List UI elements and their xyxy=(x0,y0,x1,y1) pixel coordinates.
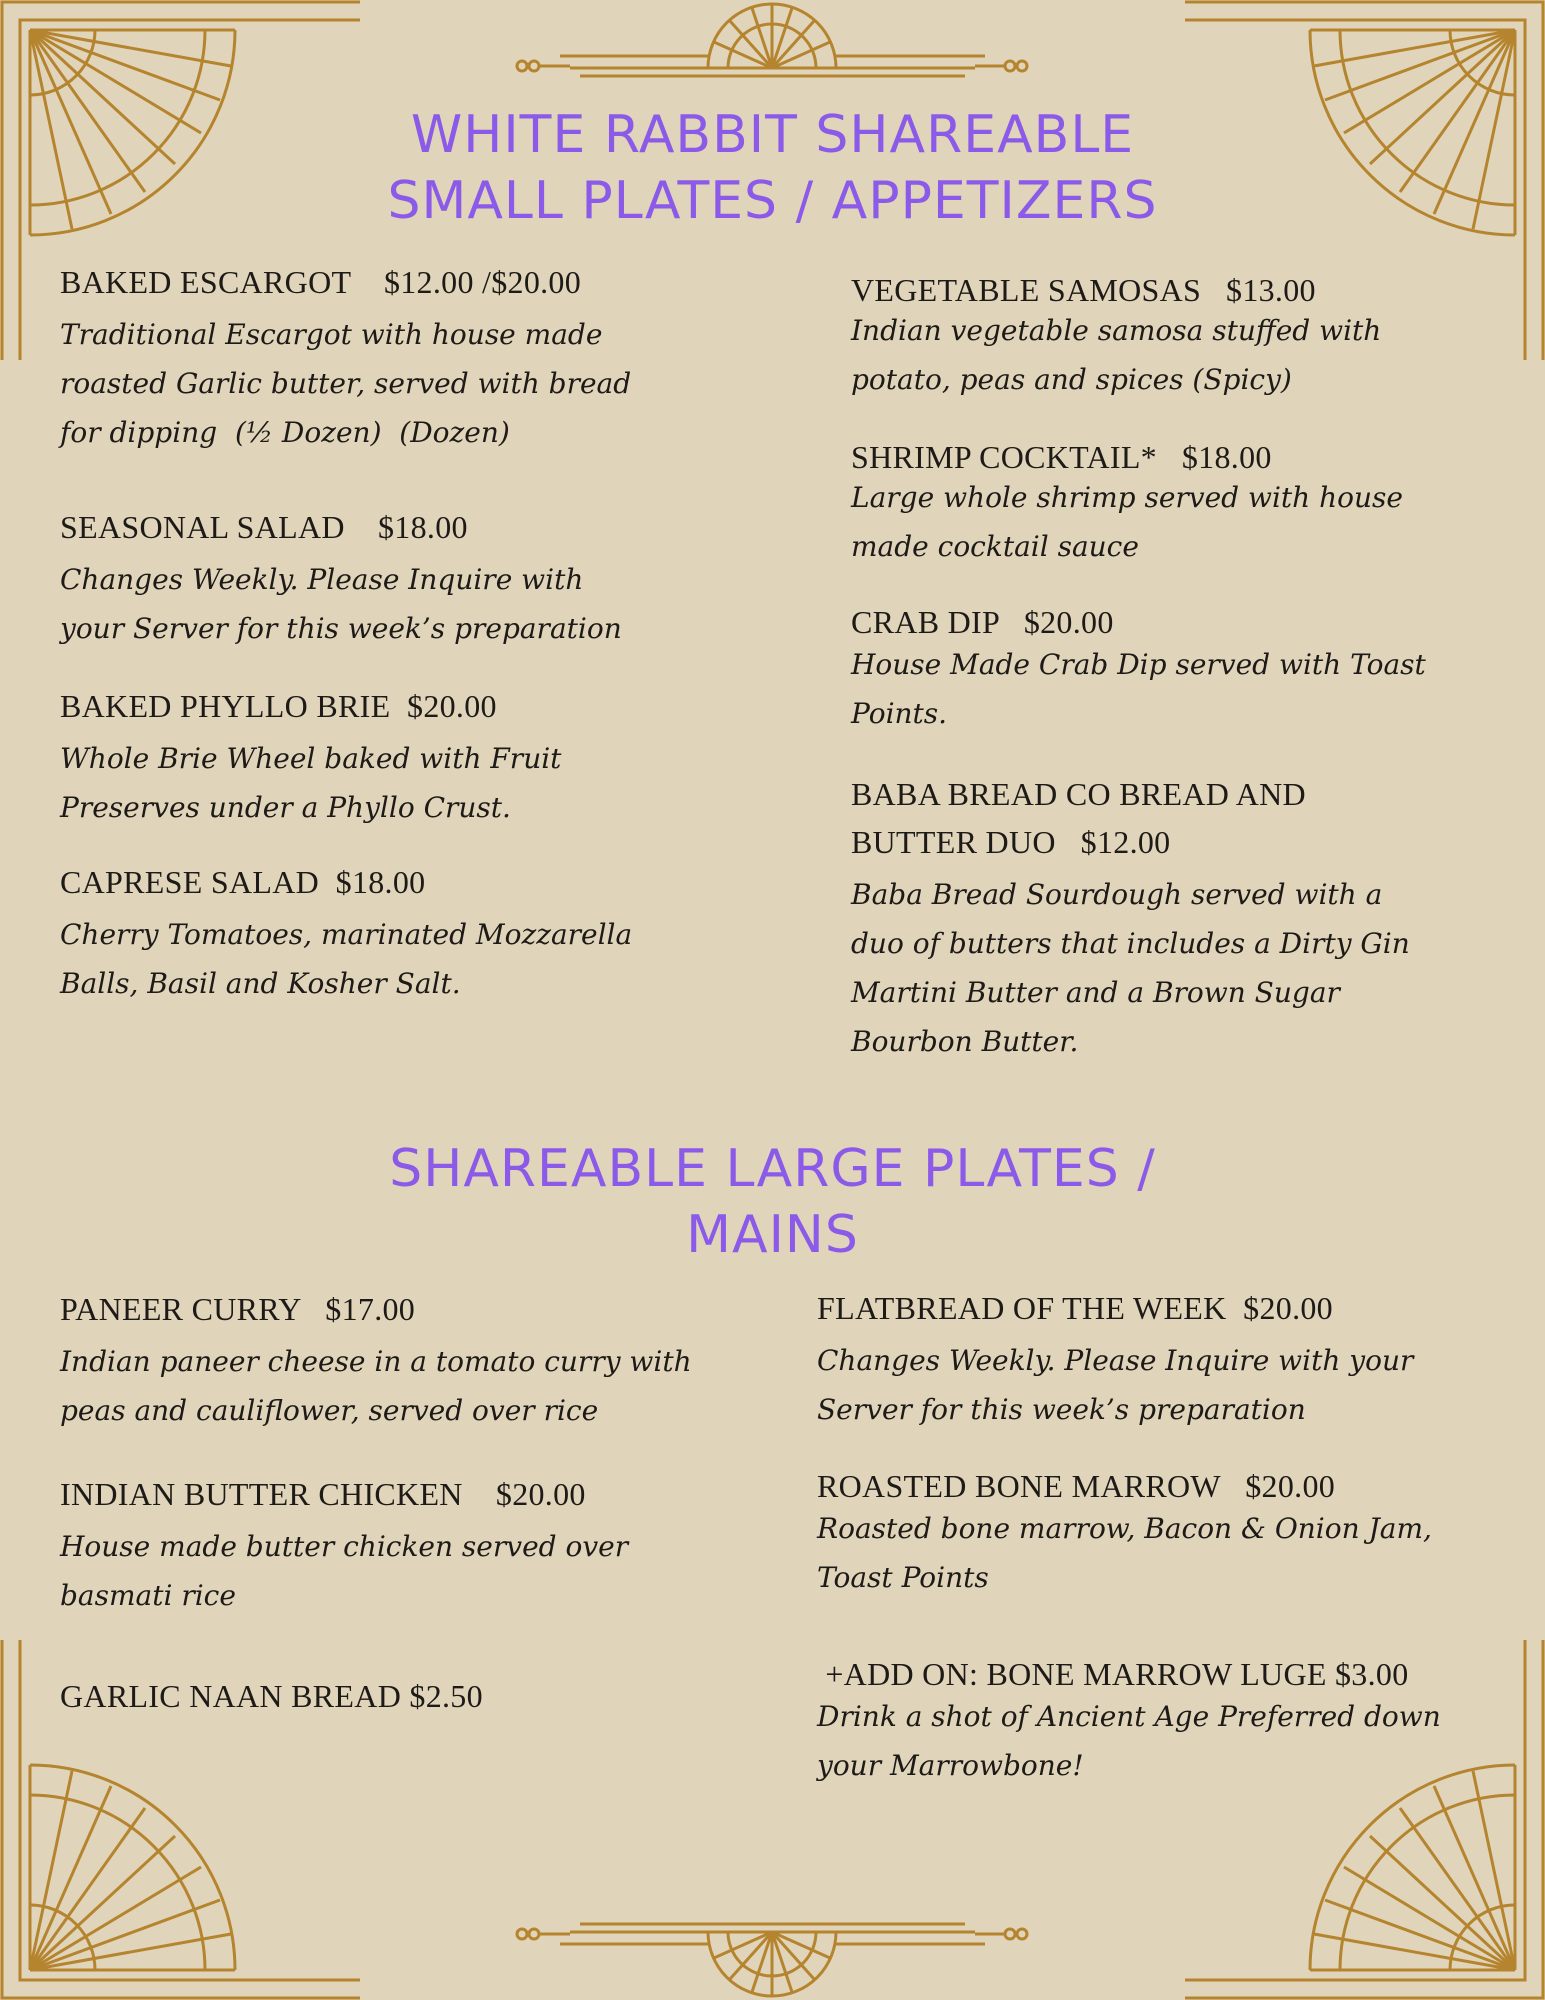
menu-item-description: House made butter chicken served over basmati rice xyxy=(60,1530,629,1612)
menu-item-name: PANEER CURRY $17.00 xyxy=(60,1291,416,1327)
menu-item-indian-butter-chicken xyxy=(60,1470,628,1620)
menu-item-seasonal-salad xyxy=(60,503,622,653)
menu-item-description: Drink a shot of Ancient Age Preferred down your Marrowbone! xyxy=(817,1700,1441,1782)
menu-item-baked-phyllo-brie xyxy=(60,682,561,832)
large-plates-heading-line1: SHAREABLE LARGE PLATES / xyxy=(389,1139,1156,1199)
menu-item-bone-marrow-luge-add-on xyxy=(817,1650,1441,1790)
large-plates-heading-line2: MAINS xyxy=(686,1205,859,1265)
menu-item-baba-bread-butter-duo xyxy=(851,770,1410,1066)
menu-item-description: Whole Brie Wheel baked with Fruit Preserves under a Phyllo Crust. xyxy=(60,742,562,824)
top-fan-ornament xyxy=(500,0,1045,90)
menu-item-name: GARLIC NAAN BREAD $2.50 xyxy=(60,1678,483,1714)
menu-item-crab-dip xyxy=(851,598,1426,738)
menu-item-name: +ADD ON: BONE MARROW LUGE $3.00 xyxy=(817,1656,1409,1692)
menu-item-name: SHRIMP COCKTAIL* $18.00 xyxy=(851,439,1272,475)
menu-item-shrimp-cocktail xyxy=(851,433,1403,571)
menu-item-garlic-naan-bread xyxy=(60,1672,483,1720)
menu-item-name: INDIAN BUTTER CHICKEN $20.00 xyxy=(60,1476,586,1512)
menu-item-roasted-bone-marrow xyxy=(817,1462,1432,1602)
menu-item-description: Baba Bread Sourdough served with a duo of butters that includes a Dirty Gin Martini Butter and a Brown Sugar Bourbon Butter. xyxy=(851,878,1410,1058)
menu-item-vegetable-samosas xyxy=(851,266,1381,404)
menu-item-name: ROASTED BONE MARROW $20.00 xyxy=(817,1468,1336,1504)
menu-item-description: Traditional Escargot with house made roasted Garlic butter, served with bread for dipping (½ Dozen) (Dozen) xyxy=(60,318,632,449)
menu-item-name: SEASONAL SALAD $18.00 xyxy=(60,509,468,545)
menu-item-name: CRAB DIP $20.00 xyxy=(851,604,1114,640)
menu-item-description: Changes Weekly. Please Inquire with your Server for this week’s preparation xyxy=(60,563,622,645)
small-plates-heading-line2: SMALL PLATES / APPETIZERS xyxy=(387,171,1158,231)
menu-item-baked-escargot xyxy=(60,258,631,457)
menu-item-name: BAKED PHYLLO BRIE $20.00 xyxy=(60,688,497,724)
small-plates-heading-line1: WHITE RABBIT SHAREABLE xyxy=(410,105,1135,165)
menu-item-caprese-salad xyxy=(60,858,632,1008)
menu-item-description: Changes Weekly. Please Inquire with your Server for this week’s preparation xyxy=(817,1344,1414,1426)
menu-item-description: House Made Crab Dip served with Toast Points. xyxy=(851,648,1426,730)
menu-item-description: Roasted bone marrow, Bacon & Onion Jam, Toast Points xyxy=(817,1512,1432,1594)
menu-item-name: BAKED ESCARGOT $12.00 /$20.00 xyxy=(60,264,582,300)
small-plates-heading xyxy=(0,102,1545,234)
menu-item-description: Cherry Tomatoes, marinated Mozzarella Balls, Basil and Kosher Salt. xyxy=(60,918,633,1000)
menu-item-flatbread-of-the-week xyxy=(817,1284,1413,1434)
menu-item-description: Indian paneer cheese in a tomato curry with peas and cauliflower, served over rice xyxy=(60,1345,692,1427)
bottom-fan-ornament xyxy=(500,1910,1045,2000)
menu-item-paneer-curry xyxy=(60,1285,692,1435)
menu-item-name: VEGETABLE SAMOSAS $13.00 xyxy=(851,272,1316,308)
menu-item-description: Indian vegetable samosa stuffed with potato, peas and spices (Spicy) xyxy=(851,314,1382,396)
large-plates-heading xyxy=(0,1136,1545,1268)
menu-item-name: CAPRESE SALAD $18.00 xyxy=(60,864,426,900)
menu-item-name: BABA BREAD CO BREAD AND BUTTER DUO $12.00 xyxy=(851,776,1306,860)
menu-item-name: FLATBREAD OF THE WEEK $20.00 xyxy=(817,1290,1333,1326)
menu-item-description: Large whole shrimp served with house made cocktail sauce xyxy=(851,481,1403,563)
